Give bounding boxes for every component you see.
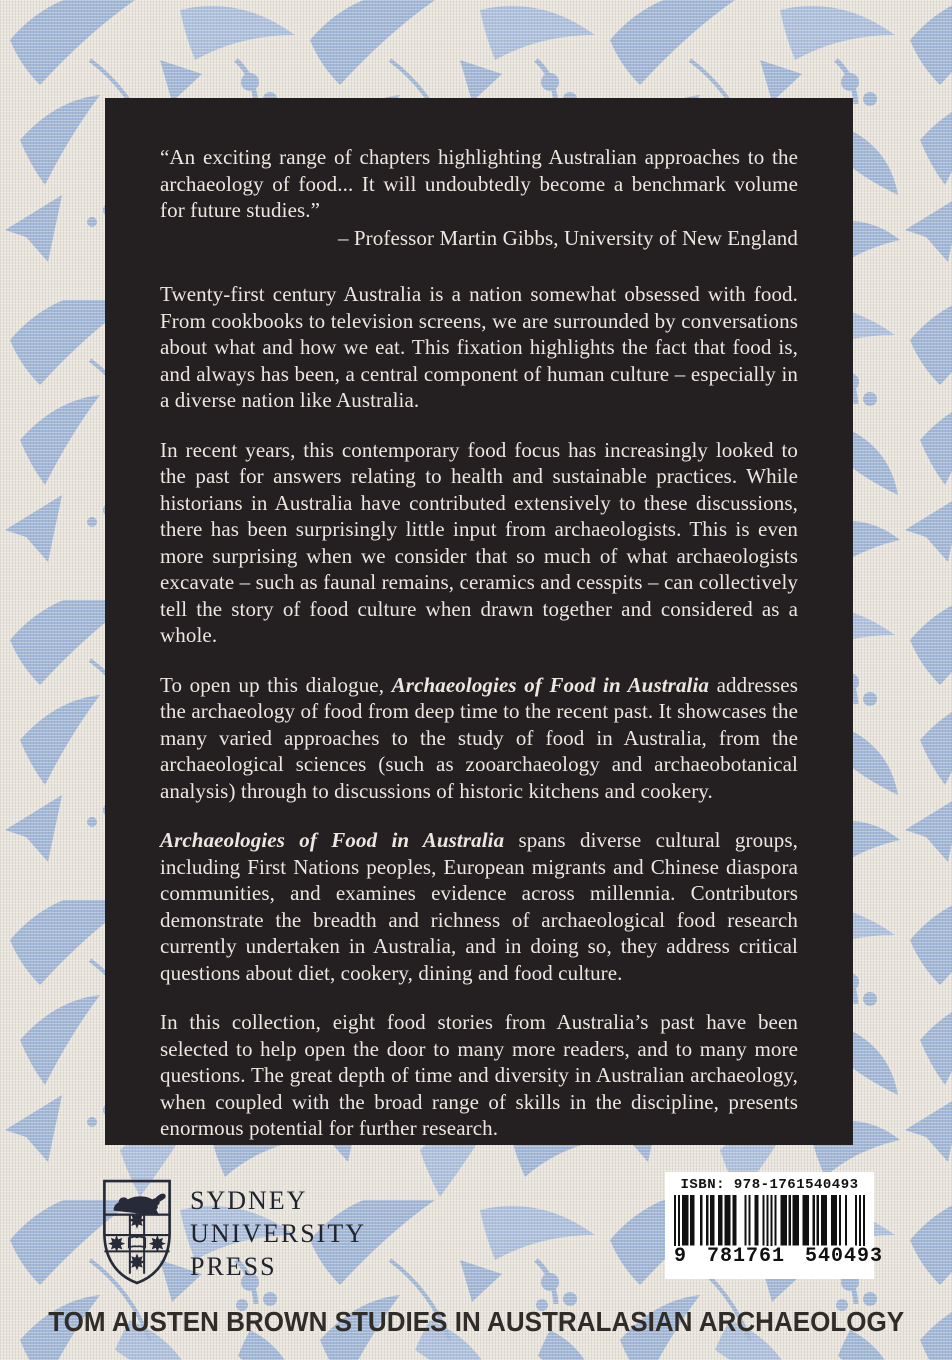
blurb-paragraph-4: Archaeologies of Food in Australia spans diverse cultural groups, including First Nations peoples, European migrants and Chinese diaspora communities, and examines evidence across millennia. Contributors demonstrate the breadth and richness of archaeological food research currently undertaken in Australia, and in doing so, they address critical questions about diet, cookery, dining and food culture.: [160, 828, 798, 985]
blurb-paragraph-1: Twenty-first century Australia is a nation somewhat obsessed with food. From cookbooks to television screens, we are surrounded by conversations about what and how we eat. This fixation highlights the fact that food is, and always has been, a central component of human culture – especially in a diverse nation like Australia.: [160, 282, 798, 412]
isbn-label: ISBN: 978-1761540493: [680, 1177, 859, 1193]
review-attribution: – Professor Martin Gibbs, University of New England: [337, 225, 798, 250]
publisher-name-line: PRESS: [190, 1252, 277, 1281]
review-quote: [160, 144, 798, 224]
book-title-italic: Archaeologies of Food in Australia: [391, 672, 710, 697]
barcode-digits: 9 781761 540493: [674, 1245, 884, 1268]
blurb-paragraph-5: In this collection, eight food stories from Australia’s past have been selected to help open the door to many more readers, and to many more questions. The great depth of time and diversity in Australian archaeology, when coupled with the broad range of skills in the discipline, presents enormous potential for further research.: [160, 1010, 798, 1140]
series-title: TOM AUSTEN BROWN STUDIES IN AUSTRALASIAN ARCHAEOLOGY: [48, 1306, 904, 1337]
publisher-name-line: SYDNEY: [190, 1186, 308, 1215]
review-quote-text: “An exciting range of chapters highlighting Australian approaches to the archaeology of food... It will undoubtedly become a benchmark volume for future studies.”: [160, 145, 798, 222]
publisher-name: [190, 1178, 366, 1283]
publisher-logo: [100, 1178, 366, 1286]
sydney-university-crest-icon: [100, 1178, 174, 1286]
series-banner: [0, 1300, 952, 1344]
isbn-barcode-box: [665, 1172, 884, 1279]
blurb-paragraph-2: In recent years, this contemporary food focus has increasingly looked to the past for answers relating to health and sustainable practices. While historians in Australia have contributed extensively to these discussions, there has been surprisingly little input from archaeologists. This is even more surprising when we consider that so much of what archaeologists excavate – such as faunal remains, ceramics and cesspits – can collectively tell the story of food culture when drawn together and considered as a whole.: [160, 437, 798, 647]
book-title-italic: Archaeologies of Food in Australia: [160, 828, 505, 852]
blurb-panel: [105, 98, 853, 1145]
blurb-paragraph-3: To open up this dialogue, Archaeologies of Food in Australia addresses the archaeology of food from deep time to the recent past. It showcases the many varied approaches to the study of food in Australia, from the archaeological sciences (such as zooarchaeology and archaeobotanical analysis) through to discussions of historic kitchens and cookery.: [160, 672, 798, 803]
publisher-name-line: UNIVERSITY: [190, 1219, 366, 1248]
